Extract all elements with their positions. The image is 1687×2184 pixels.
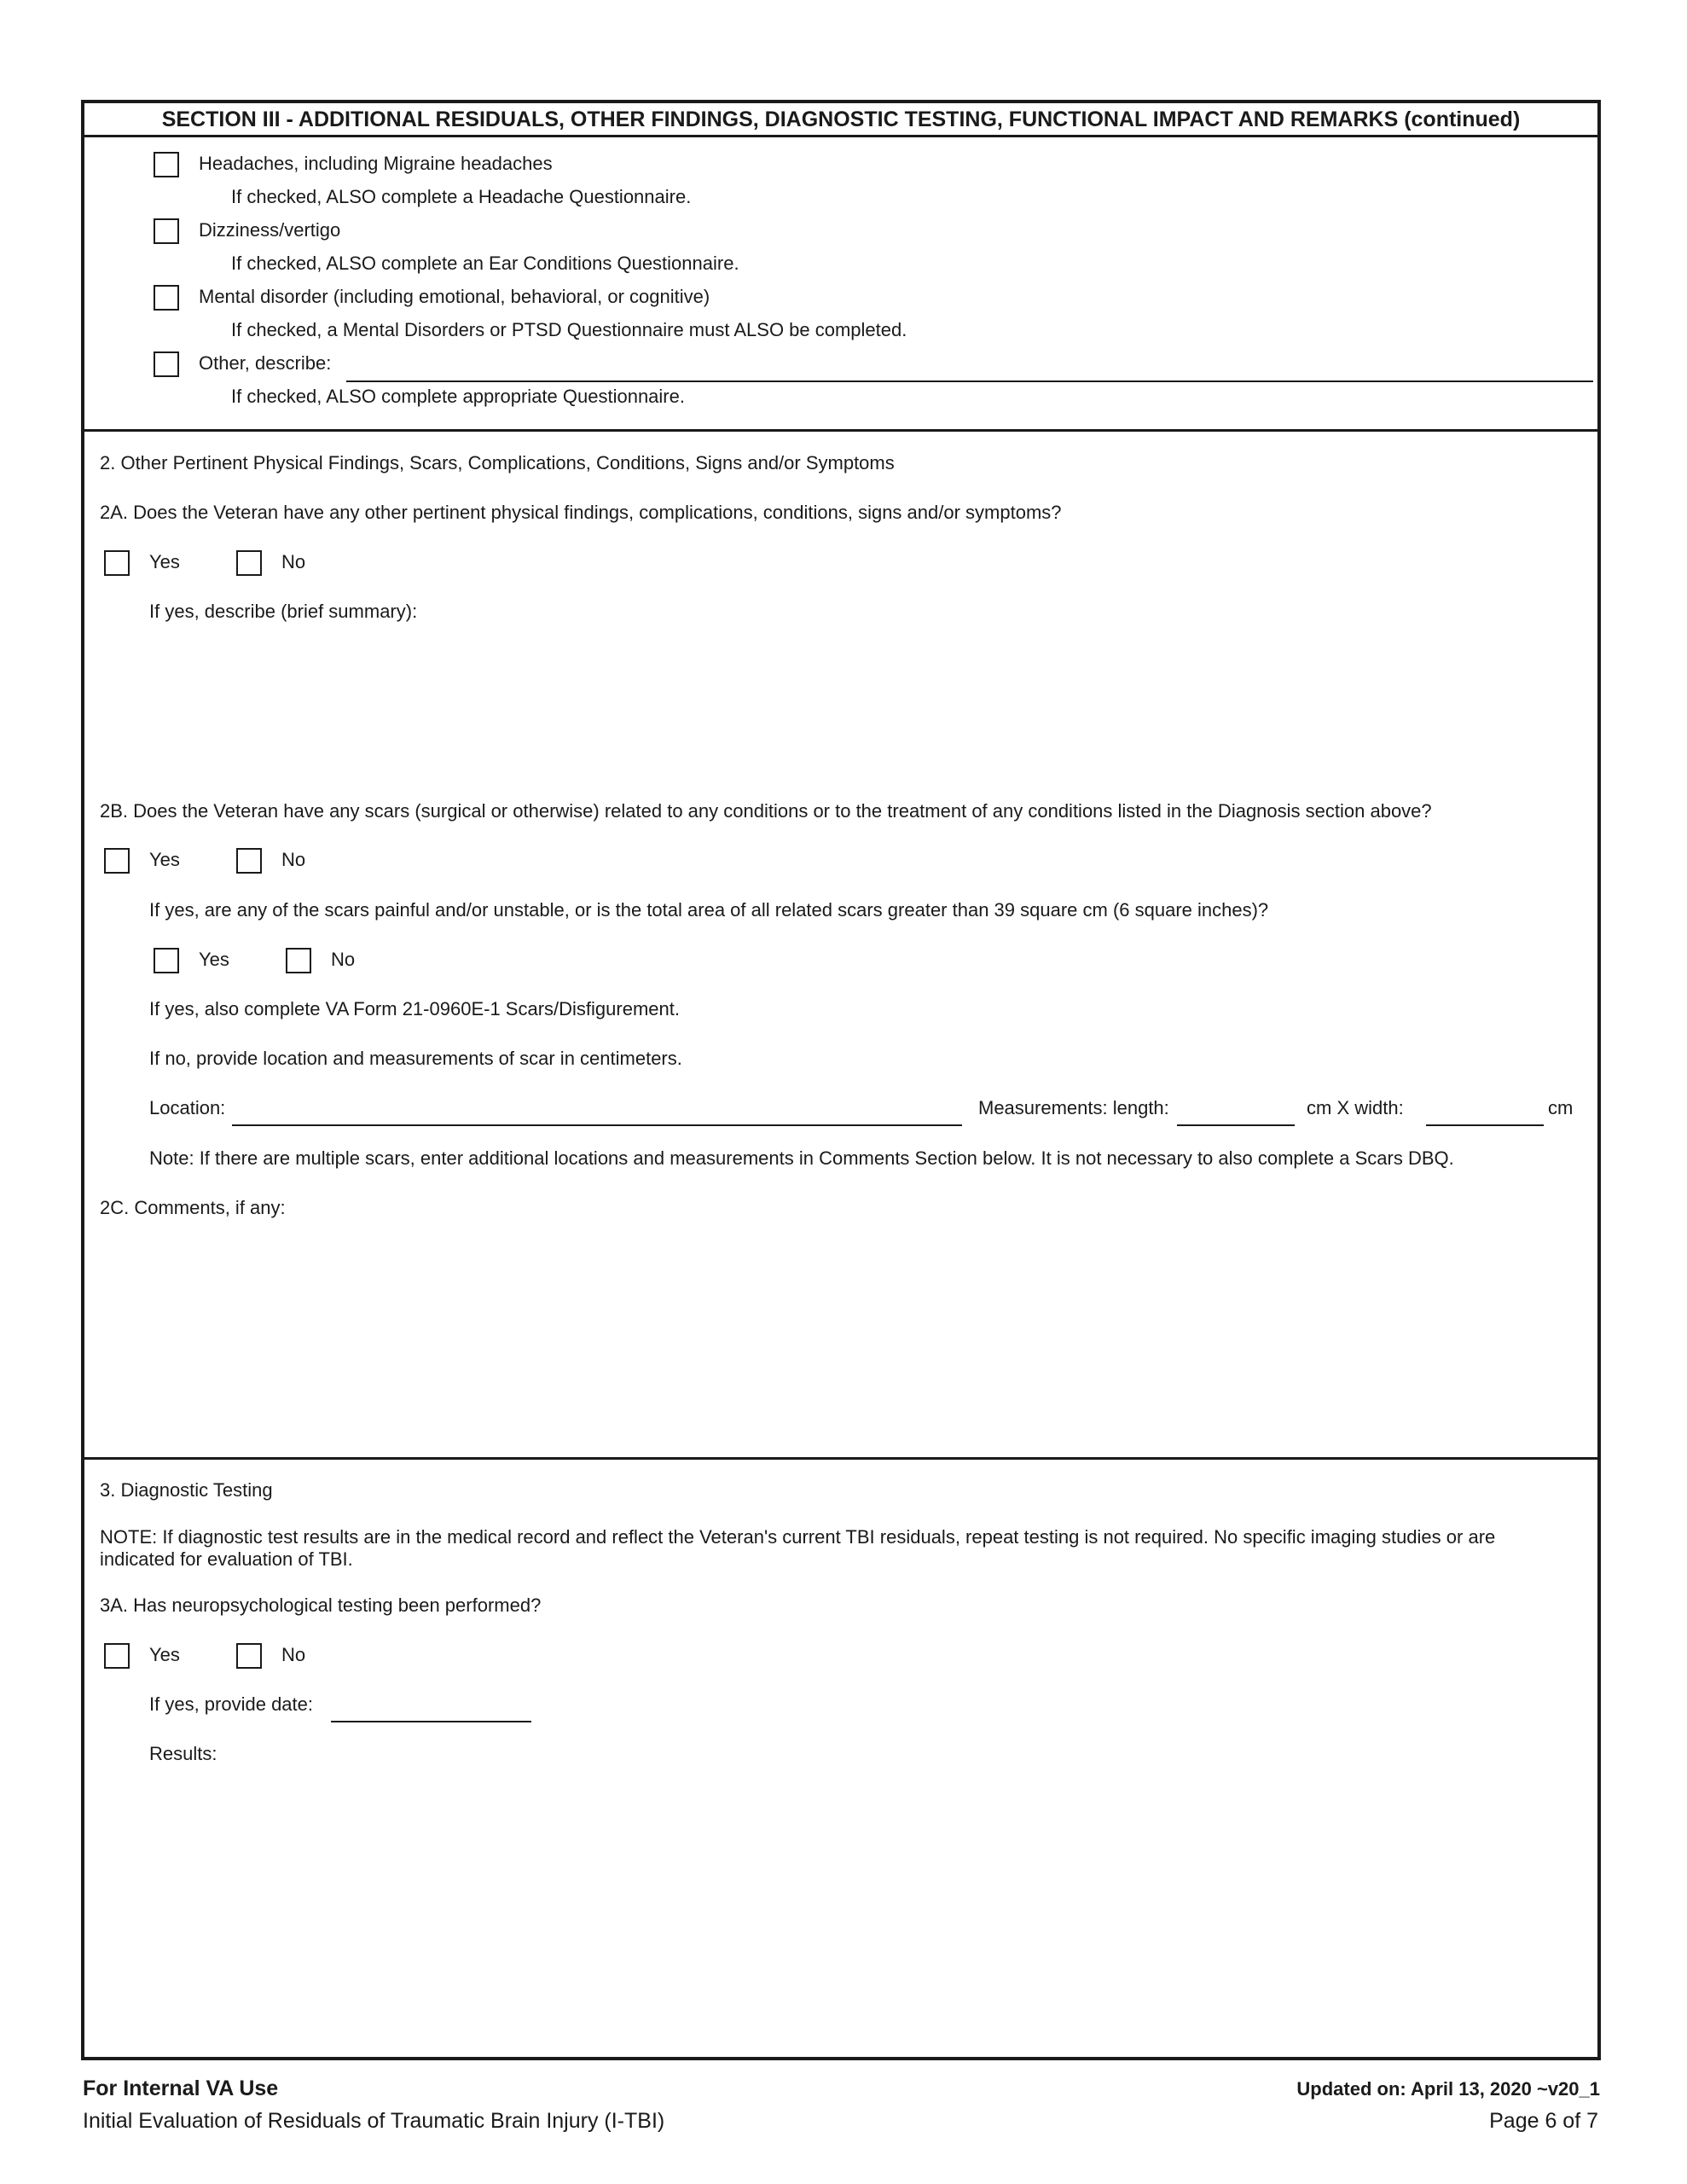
test-date-label: If yes, provide date:: [149, 1693, 313, 1715]
q2a-yes-label: Yes: [149, 551, 180, 572]
other-checkbox[interactable]: [154, 351, 179, 377]
other-note: If checked, ALSO complete appropriate Questionnaire.: [231, 386, 685, 407]
q2b-painful-question: If yes, are any of the scars painful and/or unstable, or is the total area of all related scars greater than 39 square cm (6 square inches)?: [149, 899, 1269, 921]
location-field[interactable]: [232, 1123, 962, 1126]
section-divider: [84, 429, 1597, 432]
q2a-describe-label: If yes, describe (brief summary):: [149, 601, 418, 622]
q2b-yes-checkbox[interactable]: [104, 848, 130, 874]
other-label: Other, describe:: [199, 352, 332, 374]
q2b-painful-no-label: No: [331, 949, 356, 970]
headaches-checkbox[interactable]: [154, 152, 179, 177]
measurements-label: Measurements: length:: [978, 1097, 1169, 1118]
q2b-ifno-instruction: If no, provide location and measurements of scar in centimeters.: [149, 1048, 682, 1069]
question-2a: 2A. Does the Veteran have any other pertinent physical findings, complications, conditions, signs and/or symptoms?: [100, 502, 1062, 523]
q2b-painful-no-checkbox[interactable]: [286, 948, 311, 973]
mental-disorder-checkbox[interactable]: [154, 285, 179, 311]
q3a-yes-label: Yes: [149, 1644, 180, 1665]
scars-note: Note: If there are multiple scars, enter additional locations and measurements in Comments Section below. It is not necessary to also complete a Scars DBQ.: [149, 1147, 1454, 1169]
q2a-yes-checkbox[interactable]: [104, 550, 130, 576]
q2a-describe-area[interactable]: [149, 628, 1582, 781]
dizziness-checkbox[interactable]: [154, 218, 179, 244]
section-divider: [84, 1457, 1597, 1460]
footer-form-title: Initial Evaluation of Residuals of Traumatic Brain Injury (I-TBI): [83, 2109, 665, 2133]
question-2b: 2B. Does the Veteran have any scars (surgical or otherwise) related to any conditions or to the treatment of any conditions listed in the Diagnosis section above?: [100, 800, 1432, 822]
cm-label: cm: [1548, 1097, 1574, 1118]
headaches-note: If checked, ALSO complete a Headache Questionnaire.: [231, 186, 692, 207]
question-2c: 2C. Comments, if any:: [100, 1197, 286, 1218]
q2a-no-checkbox[interactable]: [236, 550, 262, 576]
cm-x-width-label: cm X width:: [1307, 1097, 1404, 1118]
q2b-yes-label: Yes: [149, 849, 180, 870]
footer-page-number: Page 6 of 7: [1489, 2109, 1598, 2133]
section3-title: 3. Diagnostic Testing: [100, 1479, 273, 1501]
dizziness-note: If checked, ALSO complete an Ear Conditions Questionnaire.: [231, 253, 739, 274]
results-label: Results:: [149, 1743, 217, 1764]
mental-disorder-note: If checked, a Mental Disorders or PTSD Questionnaire must ALSO be completed.: [231, 319, 907, 340]
question-3a: 3A. Has neuropsychological testing been performed?: [100, 1594, 542, 1616]
results-area[interactable]: [149, 1771, 1582, 2044]
q2c-comments-area[interactable]: [100, 1225, 1584, 1451]
q2b-form-instruction: If yes, also complete VA Form 21-0960E-1 Scars/Disfigurement.: [149, 998, 680, 1019]
section2-title: 2. Other Pertinent Physical Findings, Scars, Complications, Conditions, Signs and/or Symptoms: [100, 452, 895, 473]
footer-internal-use: For Internal VA Use: [83, 2077, 279, 2100]
q2a-no-label: No: [281, 551, 306, 572]
q2b-no-checkbox[interactable]: [236, 848, 262, 874]
other-describe-field[interactable]: [346, 379, 1593, 382]
length-field[interactable]: [1177, 1123, 1295, 1126]
q2b-no-label: No: [281, 849, 306, 870]
test-date-field[interactable]: [331, 1719, 531, 1722]
section3-note-line1: NOTE: If diagnostic test results are in the medical record and reflect the Veteran's current TBI residuals, repeat testing is not required. No specific imaging studies or are: [100, 1526, 1496, 1548]
q3a-no-label: No: [281, 1644, 306, 1665]
q2b-painful-yes-checkbox[interactable]: [154, 948, 179, 973]
q2b-painful-yes-label: Yes: [199, 949, 229, 970]
footer-updated: Updated on: April 13, 2020 ~v20_1: [1296, 2078, 1600, 2100]
mental-disorder-label: Mental disorder (including emotional, behavioral, or cognitive): [199, 286, 710, 307]
q3a-yes-checkbox[interactable]: [104, 1643, 130, 1669]
section-header: SECTION III - ADDITIONAL RESIDUALS, OTHER FINDINGS, DIAGNOSTIC TESTING, FUNCTIONAL IMPACT AND REMARKS (continued): [84, 103, 1597, 137]
dizziness-label: Dizziness/vertigo: [199, 219, 341, 241]
q3a-no-checkbox[interactable]: [236, 1643, 262, 1669]
headaches-label: Headaches, including Migraine headaches: [199, 153, 553, 174]
width-field[interactable]: [1426, 1123, 1544, 1126]
location-label: Location:: [149, 1097, 226, 1118]
section3-note-line2: indicated for evaluation of TBI.: [100, 1548, 353, 1570]
